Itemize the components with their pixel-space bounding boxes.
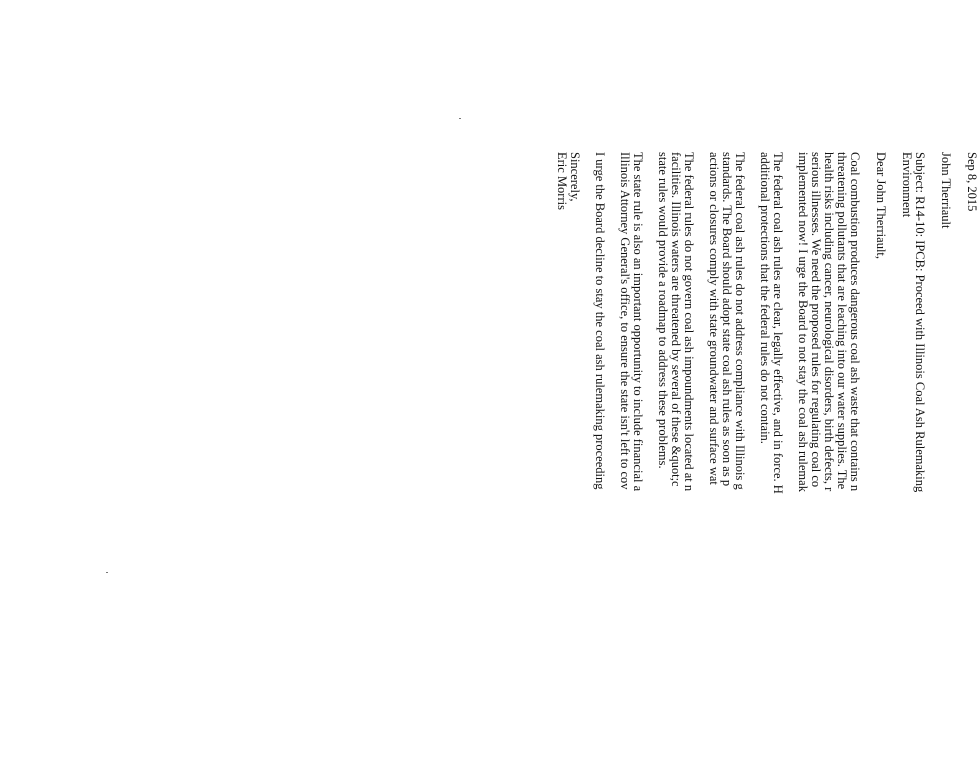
- letter-date: Sep 8, 2015: [965, 152, 979, 212]
- paragraph-line: additional protections that the federal rules do not contain.: [758, 152, 772, 444]
- paragraph-3: [707, 152, 746, 772]
- paragraph-line: actions or closures comply with state groundwater and surface wat: [707, 152, 721, 485]
- scan-speck: [459, 118, 461, 119]
- paragraph-line: facilities. Illinois waters are threatened by several of these &quot;c: [669, 152, 683, 487]
- paragraph-line: Coal combustion produces dangerous coal ash waste that contains n: [848, 152, 862, 492]
- letter-recipient: John Therriault: [939, 152, 953, 229]
- paragraph-line: The state rule is also an important opportunity to include financial a: [631, 152, 645, 492]
- paragraph-6: I urge the Board decline to stay the coal ash rulemaking proceeding: [593, 152, 607, 490]
- paragraph-line: threatening pollutants that are leaching into our water supplies. The: [835, 152, 849, 490]
- paragraph-line: serious illnesses. We need the proposed rules for regulating coal co: [809, 152, 823, 488]
- paragraph-line: Illinois Attorney General's office, to ensure the state isn't left to cov: [618, 152, 632, 490]
- paragraph-line: standards. The Board should adopt state coal ash rules as soon as p: [720, 152, 734, 487]
- paragraph-line: The federal rules do not govern coal ash impoundments located at n: [682, 152, 696, 492]
- letter-salutation: Dear John Therriault,: [874, 152, 888, 260]
- letter-signature: Eric Morris: [555, 152, 569, 210]
- letter-subject-continued: Environment: [900, 152, 914, 218]
- paragraph-line: state rules would provide a roadmap to address these problems.: [656, 152, 670, 469]
- paragraph-1: [796, 152, 861, 772]
- scan-speck: [106, 572, 108, 573]
- letter-subject: Subject: R14-10: IPCB: Proceed with Illinois Coal Ash Rulemaking: [913, 152, 927, 493]
- paragraph-4: [656, 152, 695, 772]
- paragraph-2: [758, 152, 784, 772]
- letter-closing: Sincerely,: [568, 152, 582, 202]
- paragraph-5: [618, 152, 644, 772]
- paragraph-line: health risks including cancer, neurological disorders, birth defects, r: [822, 152, 836, 492]
- rotated-letter: [555, 152, 979, 772]
- paragraph-line: implemented now! I urge the Board to not stay the coal ash rulemak: [796, 152, 810, 492]
- paragraph-line: The federal coal ash rules do not address compliance with Illinois g: [733, 152, 747, 490]
- paragraph-line: The federal coal ash rules are clear, legally effective, and in force. H: [771, 152, 785, 494]
